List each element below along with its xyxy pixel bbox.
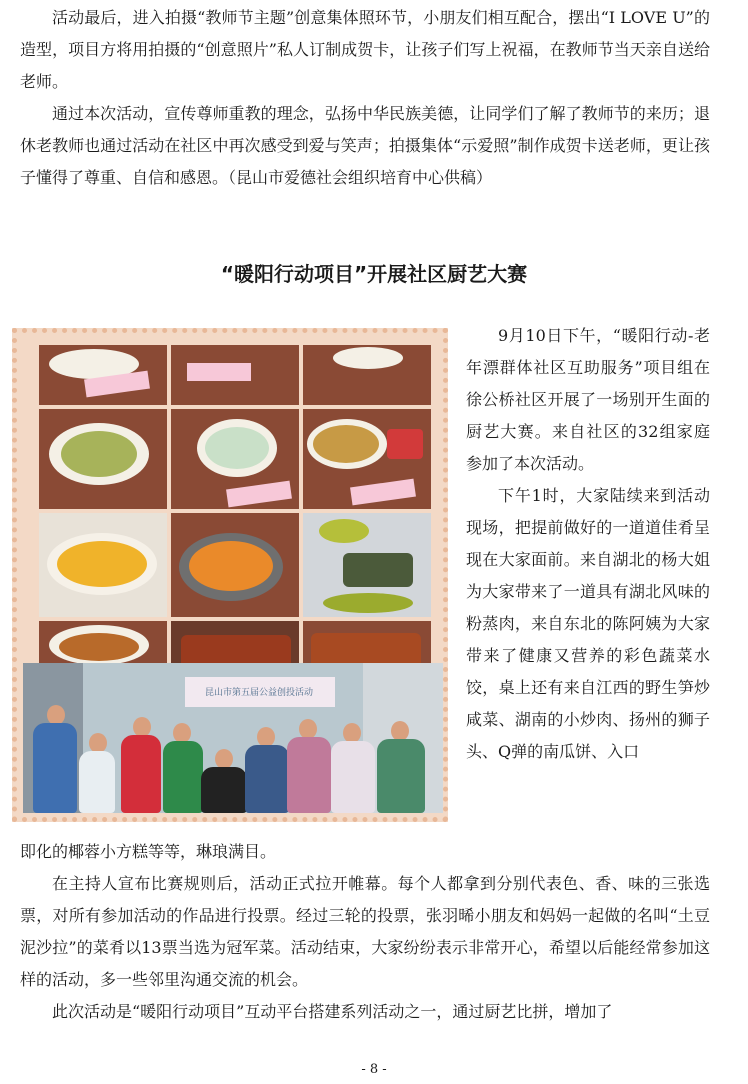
food-photo (39, 345, 167, 405)
food-photo (171, 409, 299, 509)
paragraph-closing-activity: 活动最后，进入拍摄“教师节主题”创意集体照环节，小朋友们相互配合，摆出“I LOVE U”的造型，项目方将用拍摄的“创意照片”私人订制成贺卡，让孩子们写上祝福，在教师节当天亲自送给老师。 (20, 8, 710, 91)
paragraph-dishes: 下午1时，大家陆续来到活动现场，把提前做好的一道道佳肴呈现在大家面前。来自湖北的杨大姐为大家带来了一道具有湖北风味的粉蒸肉，来自东北的陈阿姨为大家带来了健康又营养的彩色蔬菜水饺，桌上还有来自江西的野生笋炒咸菜、湖南的小炒肉、扬州的狮子头、Q弹的南瓜饼、入口 (466, 486, 710, 761)
food-photo-grid (39, 345, 431, 675)
group-photo (23, 663, 443, 813)
food-photo (39, 513, 167, 617)
food-photo (171, 513, 299, 617)
food-photo (303, 513, 431, 617)
page-number: - 8 - (361, 1062, 387, 1077)
photo-collage (12, 328, 448, 822)
paragraph-series: 此次活动是“暖阳行动项目”互动平台搭建系列活动之一，通过厨艺比拼，增加了 (52, 1002, 613, 1021)
paragraph-summary: 通过本次活动，宣传尊师重教的理念，弘扬中华民族美德，让同学们了解了教师节的来历；退休老教师也通过活动在社区中再次感受到爱与笑声；拍摄集体“示爱照”制作成贺卡送老师，更让孩子懂得了尊重、自信和感恩。（昆山市爱德社会组织培育中心供稿） (20, 104, 710, 187)
food-photo (39, 409, 167, 509)
food-photo (303, 345, 431, 405)
event-banner: 昆山市第五届公益创投活动 (185, 677, 335, 707)
food-photo (303, 409, 431, 509)
paragraph-event-intro: 9月10日下午，“暖阳行动-老年漂群体社区互助服务”项目组在徐公桥社区开展了一场别开生面的厨艺大赛。来自社区的32组家庭参加了本次活动。 (466, 326, 710, 473)
paragraph-dishes-continued: 即化的椰蓉小方糕等等，琳琅满目。 (20, 842, 277, 861)
food-photo (171, 345, 299, 405)
paragraph-voting: 在主持人宣布比赛规则后，活动正式拉开帷幕。每个人都拿到分别代表色、香、味的三张选票，对所有参加活动的作品进行投票。经过三轮的投票，张羽晞小朋友和妈妈一起做的名叫“土豆泥沙拉”的菜肴以13票当选为冠军菜。活动结束，大家纷纷表示非常开心，希望以后能经常参加这样的活动，多一些邻里沟通交流的机会。 (20, 874, 710, 989)
side-text-column (466, 320, 710, 768)
article-heading: “暖阳行动项目”开展社区厨艺大赛 (220, 262, 528, 286)
